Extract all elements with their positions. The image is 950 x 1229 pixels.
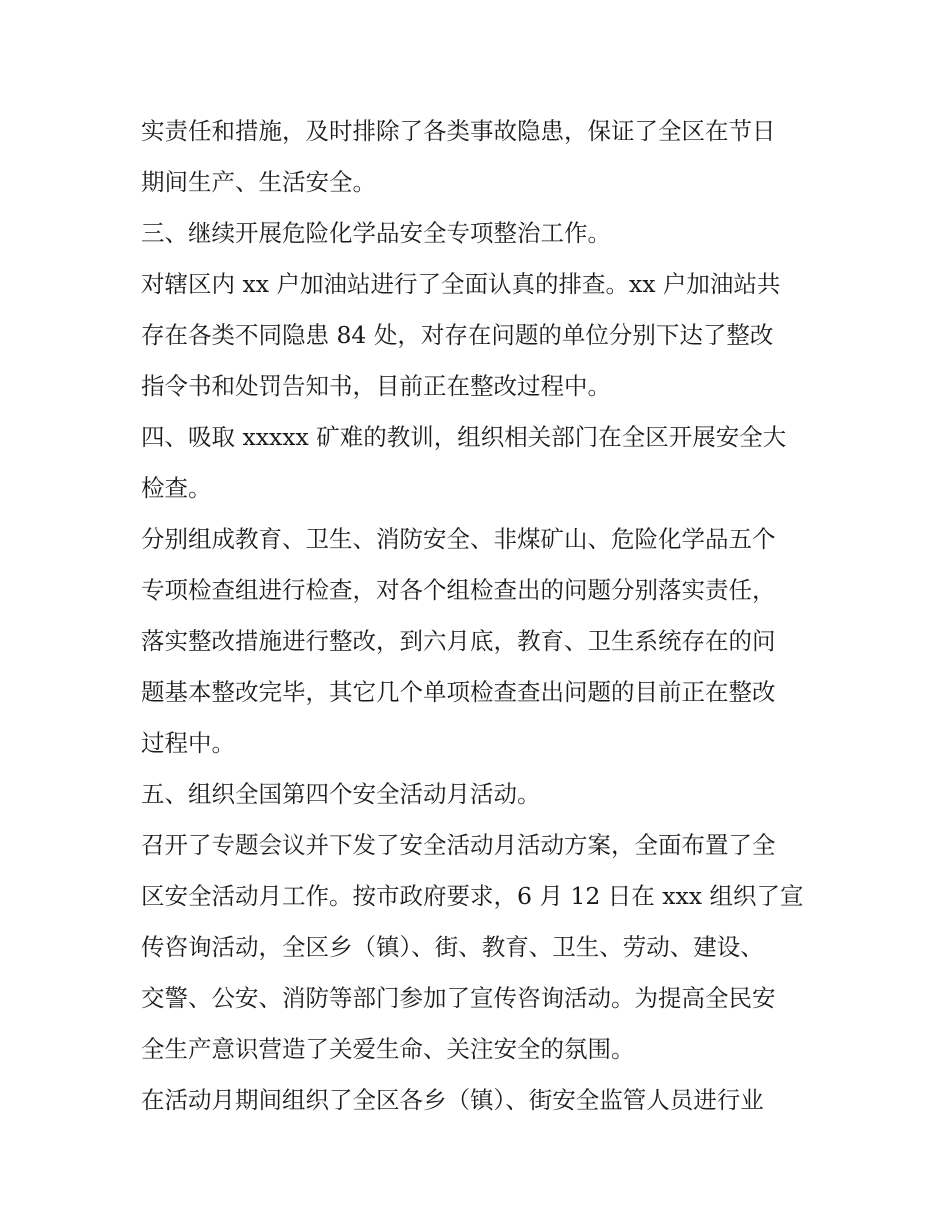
text-line: 全生产意识营造了关爱生命、关注安全的氛围。	[141, 1035, 635, 1063]
text-line: 期间生产、生活安全。	[141, 168, 376, 196]
section-heading: 三、继续开展危险化学品安全专项整治工作。	[141, 219, 611, 247]
text-line: 对辖区内 xx 户加油站进行了全面认真的排查。xx 户加油站共	[141, 270, 781, 298]
text-line: 指令书和处罚告知书，目前正在整改过程中。	[141, 372, 611, 400]
text-line: 实责任和措施，及时排除了各类事故隐患，保证了全区在节日	[141, 117, 776, 145]
text-line: 交警、公安、消防等部门参加了宣传咨询活动。为提高全民安	[141, 984, 776, 1012]
text-line: 专项检查组进行检查，对各个组检查出的问题分别落实责任，	[141, 576, 776, 604]
text-line: 区安全活动月工作。按市政府要求，6 月 12 日在 xxx 组织了宣	[141, 882, 804, 910]
text-line: 在活动月期间组织了全区各乡（镇）、街安全监管人员进行业	[141, 1086, 764, 1114]
document-body	[141, 106, 821, 1126]
section-heading: 五、组织全国第四个安全活动月活动。	[141, 780, 541, 808]
text-line: 召开了专题会议并下发了安全活动月活动方案，全面布置了全	[141, 831, 776, 859]
text-line: 过程中。	[141, 729, 235, 757]
text-line: 落实整改措施进行整改，到六月底，教育、卫生系统存在的问	[141, 627, 776, 655]
text-line: 存在各类不同隐患 84 处，对存在问题的单位分别下达了整改	[141, 321, 774, 349]
text-line: 传咨询活动，全区乡（镇）、街、教育、卫生、劳动、建设、	[141, 933, 764, 961]
section-heading: 检查。	[141, 474, 212, 502]
text-line: 题基本整改完毕，其它几个单项检查查出问题的目前正在整改	[141, 678, 776, 706]
section-heading: 四、吸取 xxxxx 矿难的教训，组织相关部门在全区开展安全大	[141, 423, 787, 451]
text-line: 分别组成教育、卫生、消防安全、非煤矿山、危险化学品五个	[141, 525, 776, 553]
